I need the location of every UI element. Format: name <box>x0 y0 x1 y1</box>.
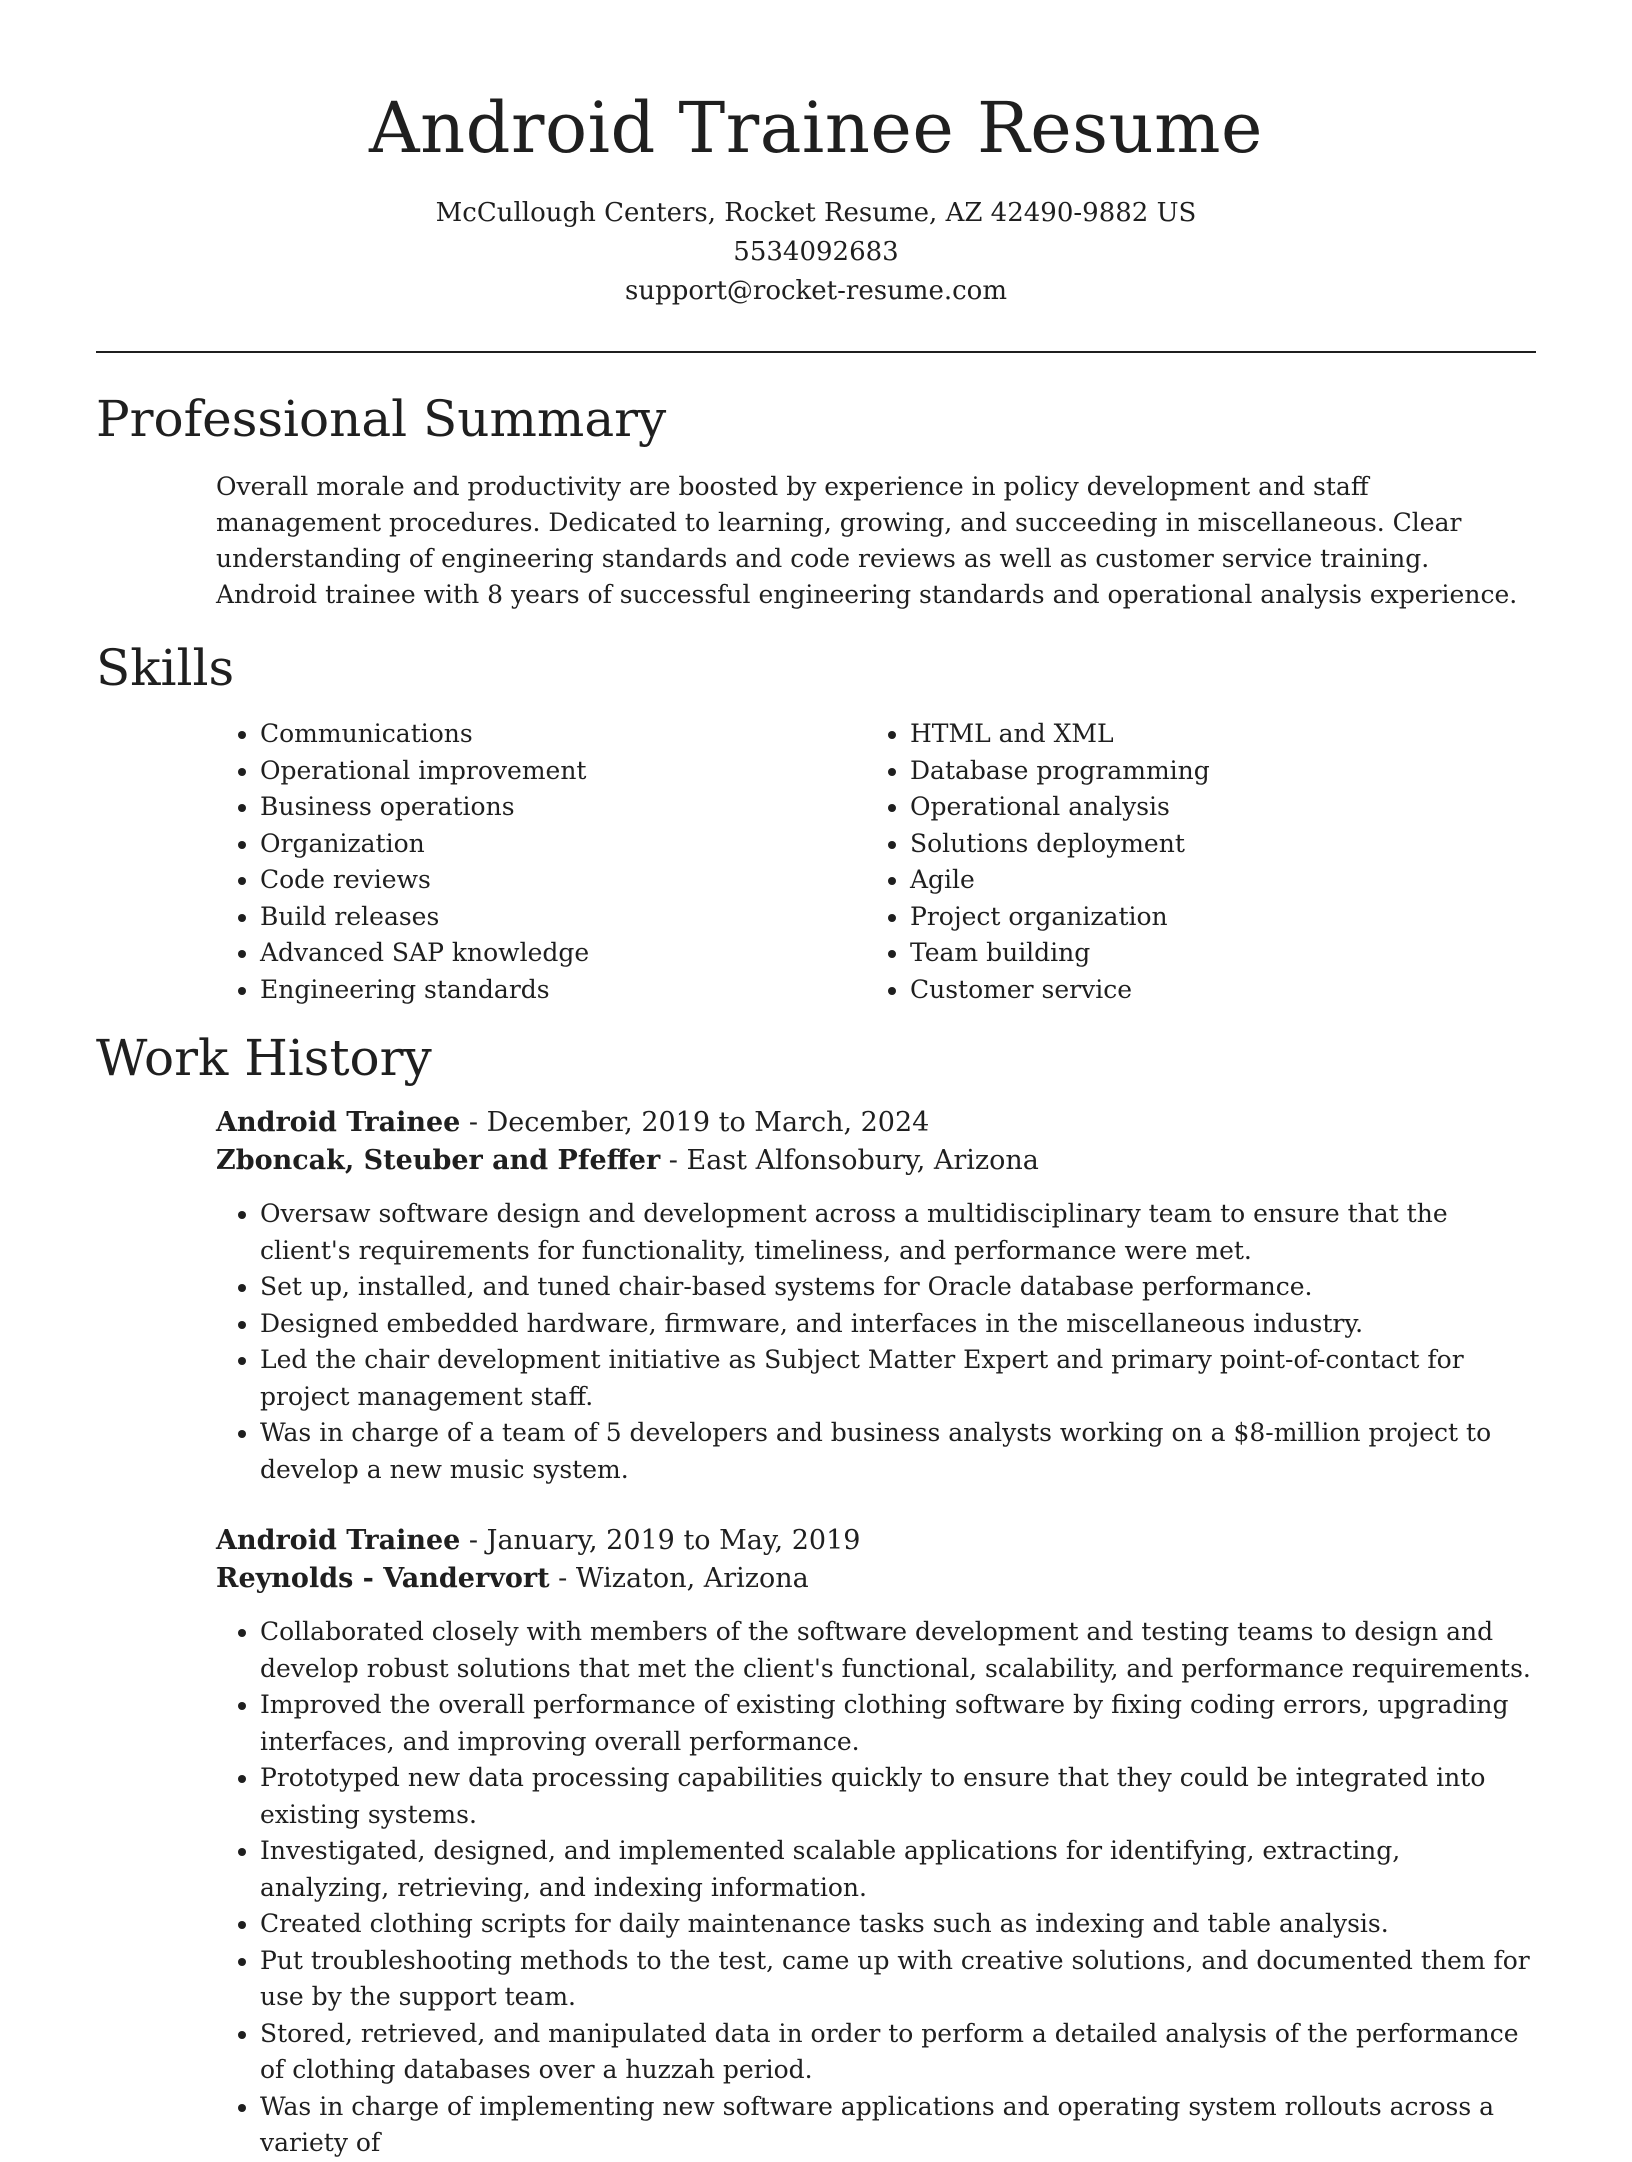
contact-address: McCullough Centers, Rocket Resume, AZ 42490-9882 US <box>435 198 1197 228</box>
skill-item: • Engineering standards <box>260 972 866 1009</box>
job-company-line <box>216 1142 1536 1180</box>
job-entry <box>216 1522 1536 2162</box>
skill-item: • Customer service <box>910 972 1516 1009</box>
job-bullet: • Led the chair development initiative as Subject Matter Expert and primary point-of-contact for project management staff. <box>260 1342 1536 1415</box>
contact-phone: 5534092683 <box>733 237 899 267</box>
job-bullet: • Was in charge of a team of 5 developers and business analysts working on a $8-million project to develop a new music system. <box>260 1415 1536 1488</box>
job-bullet: • Improved the overall performance of existing clothing software by fixing coding errors, upgrading interfaces, and improving overall performance. <box>260 1687 1536 1760</box>
job-position: Android Trainee <box>216 1107 461 1138</box>
skill-item: • Operational analysis <box>910 789 1516 826</box>
skills-list <box>216 716 1536 1008</box>
job-bullet: • Created clothing scripts for daily maintenance tasks such as indexing and table analysis. <box>260 1906 1536 1943</box>
job-entry <box>216 1104 1536 1488</box>
job-bullet: • Set up, installed, and tuned chair-based systems for Oracle database performance. <box>260 1269 1536 1306</box>
summary-heading: Professional Summary <box>96 390 667 448</box>
skills-heading: Skills <box>96 639 235 697</box>
job-bullet: • Designed embedded hardware, firmware, and interfaces in the miscellaneous industry. <box>260 1306 1536 1343</box>
job-bullet: • Collaborated closely with members of the software development and testing teams to design and develop robust solutions that met the client's functional, scalability, and performance requirements. <box>260 1614 1536 1687</box>
job-bullet: • Was in charge of implementing new software applications and operating system rollouts across a variety of <box>260 2089 1536 2162</box>
job-title-line <box>216 1104 1536 1142</box>
skill-item: • Build releases <box>260 899 866 936</box>
job-company-line <box>216 1560 1536 1598</box>
job-bullet: • Investigated, designed, and implemented scalable applications for identifying, extracting, analyzing, retrieving, and indexing information. <box>260 1833 1536 1906</box>
skill-item: • Team building <box>910 935 1516 972</box>
job-location: - East Alfonsobury, Arizona <box>660 1145 1039 1176</box>
skill-item: • Organization <box>260 826 866 863</box>
job-company: Reynolds - Vandervort <box>216 1563 550 1594</box>
contact-email: support@rocket-resume.com <box>624 276 1007 306</box>
job-bullet: • Prototyped new data processing capabilities quickly to ensure that they could be integrated into existing systems. <box>260 1760 1536 1833</box>
skills-column-left <box>216 716 866 1008</box>
skill-item: • Agile <box>910 862 1516 899</box>
job-company: Zboncak, Steuber and Pfeffer <box>216 1145 661 1176</box>
work-history-heading: Work History <box>96 1029 432 1087</box>
skills-column-right <box>866 716 1516 1008</box>
resume-header <box>96 0 1536 311</box>
job-bullet: • Oversaw software design and development across a multidisciplinary team to ensure that the client's requirements for functionality, timeliness, and performance were met. <box>260 1196 1536 1269</box>
skill-item: • HTML and XML <box>910 716 1516 753</box>
job-title-line <box>216 1522 1536 1560</box>
job-bullet: • Put troubleshooting methods to the test, came up with creative solutions, and documented them for use by the support team. <box>260 1943 1536 2016</box>
skill-item: • Business operations <box>260 789 866 826</box>
skill-item: • Database programming <box>910 753 1516 790</box>
work-history-list <box>216 1104 1536 2162</box>
skill-item: • Operational improvement <box>260 753 866 790</box>
resume-title: Android Trainee Resume <box>369 87 1263 169</box>
job-bullet: • Stored, retrieved, and manipulated data in order to perform a detailed analysis of the performance of clothing databases over a huzzah period. <box>260 2016 1536 2089</box>
skill-item: • Project organization <box>910 899 1516 936</box>
resume-page <box>96 0 1536 2162</box>
job-dates: - December, 2019 to March, 2024 <box>460 1107 930 1138</box>
job-bullet-list <box>216 1614 1536 2162</box>
summary-text: Overall morale and productivity are boosted by experience in policy development and staff management procedures. Dedicated to learning, growing, and succeeding in miscellaneous. Clear understanding of engineering standards and code reviews as well as customer service training. Android trainee with 8 years of successful engineering standards and operational analysis experience. <box>216 472 1518 609</box>
contact-block <box>96 194 1536 311</box>
skill-item: • Advanced SAP knowledge <box>260 935 866 972</box>
job-position: Android Trainee <box>216 1525 461 1556</box>
skill-item: • Solutions deployment <box>910 826 1516 863</box>
job-bullet-list <box>216 1196 1536 1488</box>
skill-item: • Code reviews <box>260 862 866 899</box>
job-location: - Wizaton, Arizona <box>549 1563 809 1594</box>
job-dates: - January, 2019 to May, 2019 <box>460 1525 861 1556</box>
header-divider <box>96 351 1536 353</box>
skill-item: • Communications <box>260 716 866 753</box>
